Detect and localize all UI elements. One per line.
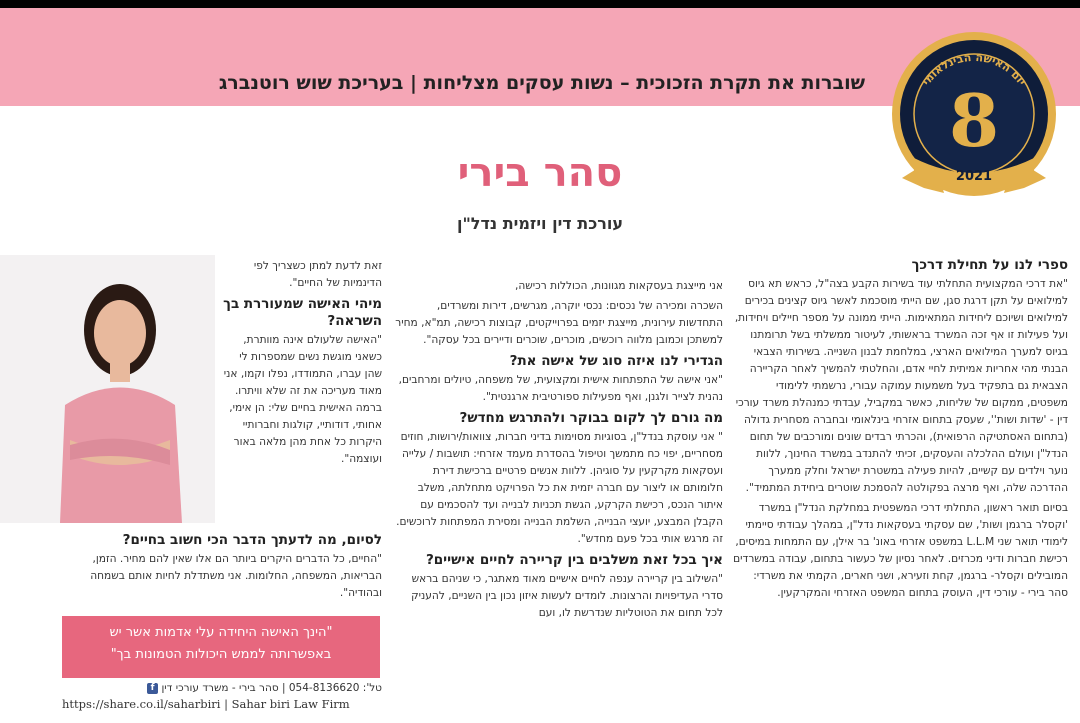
pull-quote xyxy=(62,616,380,678)
portrait-photo xyxy=(0,255,215,523)
badge-year: 2021 xyxy=(955,169,993,184)
section-heading: מיהי האישה שמעוררת בך השראה? xyxy=(223,296,382,329)
paragraph: "אני אישה של התפתחות אישית ומקצועית, של משפחה, טיולים ומרחבים, נהנית לצייר ולגנן, ואף מפעילות ספורטיבית ארגנטית". xyxy=(398,374,723,403)
paragraph: "השילוב בין קריירה ענפה לחיים אישיים מאוד מאתגר, כי שניהם בראש סדרי העדיפויות והרצונות. לומדים לעשות איזון נכון בין השניים, להעניק לכל תחום את הטוטליות שנדרשת לו, ועם xyxy=(411,573,723,619)
section-heading: איך בכל זאת משלבים בין קריירה לחיים אישיים? xyxy=(425,552,723,568)
section-heading: הגדירי לנו איזה סוג של אישה את? xyxy=(509,353,723,369)
section-heading: ספרי לנו על תחילת דרכך xyxy=(911,257,1068,273)
paragraph: השכרה ומכירה של נכסים: נכסי יוקרה, מגרשים, דירות ומשרדים, התחדשות עירונית, מייצגת יזמים בפרוייקטים, קבוצות רכישה, תמ"א, מחיר למשתכן וכמובן מלווה רוכשים, מוכרים, שוכרים ודיירים בכל עסקה". xyxy=(395,300,723,346)
pull-quote-line: באפשרותה לממש היכולות הטמונות בך" xyxy=(110,647,332,662)
editor-name: שוש רוטנברג xyxy=(218,72,332,94)
section-heading: לסיום, מה לדעתך הדבר הכי חשוב בחיים? xyxy=(122,532,382,548)
paragraph: "האישה שלעולם אינה מוותרת, כשאני מוגשת נשים שמספרות לי שהן עברו, התמודדו, נפלו וקמו, אני מאוד מעריכה את זה שלא וויתרו. ברמה האישית בחיים שלי: הן אימי, אחותי, דודותיי, קולגות וחברותיי היקרות כל אחת מהן מלאה באור ועוצמה". xyxy=(223,334,382,465)
contact-url[interactable]: https://share.co.il/saharbiri | Sahar biri Law Firm xyxy=(62,697,350,711)
paragraph: "החיים, כל הדברים היקרים ביותר הם אלו שאין להם מחיר. הזמן, הבריאות, המשפחה, החלומות. אני משתדלת לחיות אותם בשמחה ובהודיה". xyxy=(90,553,382,599)
facebook-icon: f xyxy=(147,683,158,694)
contact-line: טל': 054-8136620 | סהר בירי - משרד עורכי דין xyxy=(161,682,382,694)
badge-number: 8 xyxy=(948,78,1000,163)
paragraph: אני מייצגת בעסקאות מגוונות, הכוללות רכישה, xyxy=(515,280,723,292)
header-tagline xyxy=(219,72,865,94)
paragraph: בסיום תואר ראשון, התחלתי דרכי המשפטית במחלקת הנדל"ן במשרד 'וקסלר ברגמן ושות', שם עסקתי בעסקאות נדל"ן, במהלך עבודתי סיימתי לימודי תואר שני L.L.M במשפט אזרחי באונ' בר אילן, עם התמחות במיסים, רכישת חברות ודיני מכרזים. לאחר נסיון של כעשור בתחום, עבודה במשרדים המובילים וקסלר- ברגמן, קחת וזעירא, ושני חארים, הקמתי את משרדי: סהר בירי - עורכי דין, העוסק בתחום המשפט האזרחי והמקרקעין. xyxy=(733,502,1068,599)
contact-info xyxy=(62,680,382,712)
paragraph: "את דרכי המקצועית התחלתי עוד בשירות הקבע בצה"ל, כראש תא גיוס למילואים על תקן דרגת סגן, שם הייתי מוסכמת לאשר גיוס קצינים בכירים למילואים ושיוכם ליחידות המתאימות. הייתי ממונה על מספר חיילים ויחידות, ועל פעילות זו אף זכה המשרד בראשותי, לעיטור ממשלתי בשל תרומתנו בגיוס למערך המילואים הארצי, במלחמת לבנון השנייה. בשירותי הצבאי הבנתי מהי אחריות אמיתית לחיי אדם, והחלטתי להמשיך לאחר הקריירה הצבאית גם בתפקיד בעל משמעות עמוקה עבורי, נרשמתי ללימודי משפטים, ממקום של שליחות, כאשר במקביל, עבדתי כמנהלת משרד עורכי דין - 'שדות ושות'', שעסק בתחום אזרחי בינלאומי ובחברה מסחרית גדולה (בתחום האסתטיקה הרפואית), והכרתי רבדים שונים ומורכבים של תחום הנדל"ן ועולם ההלכלה והעסקים, זכיתי להתנדב במשרד החינוך, ללוות נוער וילדים עם קשיים, להיות פעילה במשטרת ישראל וחלק ממערך ההדרכה שלה, ואף מרצה בפקולטה להסמכת שוטרים ביחידת המתמיד". xyxy=(734,278,1068,494)
paragraph: " אני עוסקת בנדל"ן, בסוגיות מסוימות בדיני חברות, צוואות/ירושות, חוזים מסחריים, יפוי כח מתמשך וטיפול בהסדרת מעמד אזרחי: תושבות / עלייה ועסקאות מקרקעין על סוגיהן. ללוות אנשים פרטיים ברכישת דירת חלומותם או ליצור עם חברה יזמית את כל הפרויקט מתחלתה, משלב איתור הנכס, רכישת הקרקע, הגשת תכניות לבנייה ועד להסכמים עם הקבלן המבצע, יועצי הבנייה, השלמת הבנייה ומסירת המפתחות לרוכשים. זה מרגש אותי בכל פעם מחדש". xyxy=(396,431,723,545)
column-left-bottom xyxy=(62,528,382,618)
article-subtitle: עורכת דין ויזמית נדל"ן xyxy=(456,214,624,233)
column-left-top xyxy=(220,258,382,523)
paragraph: זאת לדעת למתן כשצריך לפי הדינמיות של החיים". xyxy=(253,260,382,289)
column-middle xyxy=(393,278,723,723)
magazine-page xyxy=(0,8,1080,723)
column-right xyxy=(733,253,1068,723)
pull-quote-line: "הינך האישה היחידה עלי אדמות אשר יש xyxy=(109,625,333,640)
article-title: סהר בירי xyxy=(457,150,623,196)
badge-arc-text: יום האישה הבינלאומי xyxy=(919,50,1029,88)
tagline-text: שוברות את תקרת הזכוכית – נשות עסקים מצליחות | בעריכת xyxy=(331,72,865,94)
section-heading: מה גורם לך לקום בבוקר ולהתרגש מחדש? xyxy=(459,410,723,426)
